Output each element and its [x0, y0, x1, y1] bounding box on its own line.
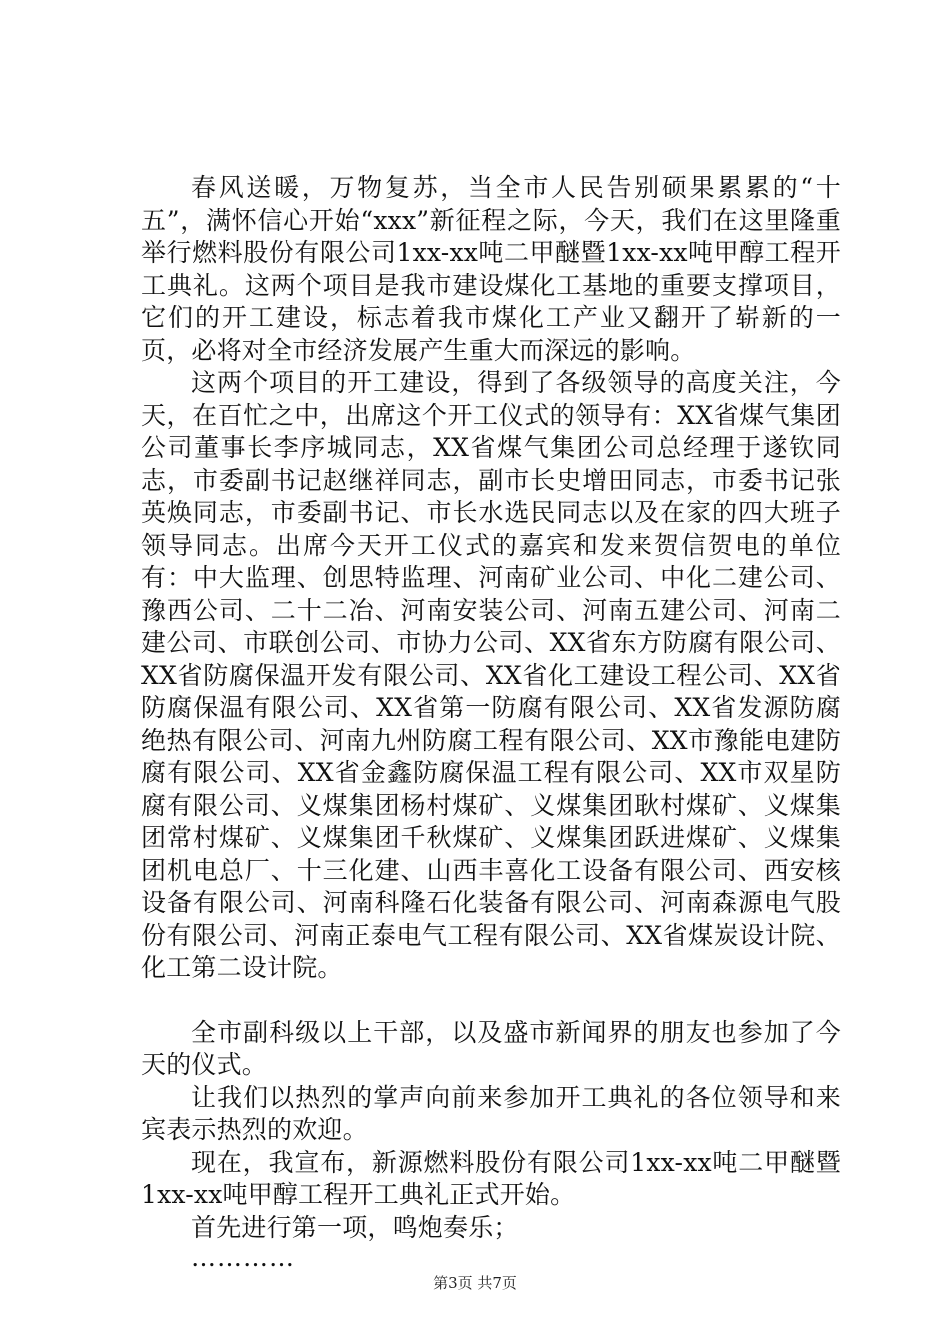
ellipsis-text: ………… — [191, 1243, 295, 1272]
paragraph-cadres: 全市副科级以上干部，以及盛市新闻界的朋友也参加了今天的仪式。 — [141, 1017, 841, 1079]
paragraph-spacer — [141, 985, 841, 1017]
paragraph-announcement: 现在，我宣布，新源燃料股份有限公司1xx-xx吨二甲醚暨1xx-xx吨甲醇工程开工典礼正式开始。 — [141, 1147, 841, 1209]
document-body — [141, 172, 841, 1272]
paragraph-opening: 春风送暖，万物复苏，当全市人民告别硕果累累的“十五”，满怀信心开始“xxx”新征程之际，今天，我们在这里隆重举行燃料股份有限公司1xx-xx吨二甲醚暨1xx-xx吨甲醇工程开工典礼。这两个项目是我市建设煤化工基地的重要支撑项目，它们的开工建设，标志着我市煤化工产业又翻开了崭新的一页，必将对全市经济发展产生重大而深远的影响。 — [141, 173, 841, 365]
paragraph-applause: 让我们以热烈的掌声向前来参加开工典礼的各位领导和来宾表示热烈的欢迎。 — [141, 1082, 841, 1144]
paragraph-first-item: 首先进行第一项，鸣炮奏乐； — [191, 1212, 519, 1242]
paragraph-attendees: 这两个项目的开工建设，得到了各级领导的高度关注，今天，在百忙之中，出席这个开工仪式的领导有：XX省煤气集团公司董事长李序城同志，XX省煤气集团公司总经理于遂钦同志，市委副书记赵继祥同志，副市长史增田同志，市委书记张英焕同志，市委副书记、市长水选民同志以及在家的四大班子领导同志。出席今天开工仪式的嘉宾和发来贺信贺电的单位有：中大监理、创思特监理、河南矿业公司、中化二建公司、豫西公司、二十二冶、河南安装公司、河南五建公司、河南二建公司、市联创公司、市协力公司、XX省东方防腐有限公司、XX省防腐保温开发有限公司、XX省化工建设工程公司、XX省防腐保温有限公司、XX省第一防腐有限公司、XX省发源防腐绝热有限公司、河南九州防腐工程有限公司、XX市豫能电建防腐有限公司、XX省金鑫防腐保温工程有限公司、XX市双星防腐有限公司、义煤集团杨村煤矿、义煤集团耿村煤矿、义煤集团常村煤矿、义煤集团千秋煤矿、义煤集团跃进煤矿、义煤集团机电总厂、十三化建、山西丰喜化工设备有限公司、西安核设备有限公司、河南科隆石化装备有限公司、河南森源电气股份有限公司、河南正泰电气工程有限公司、XX省煤炭设计院、化工第二设计院。 — [141, 368, 841, 982]
page-number-footer: 第3页 共7页 — [433, 1274, 517, 1292]
